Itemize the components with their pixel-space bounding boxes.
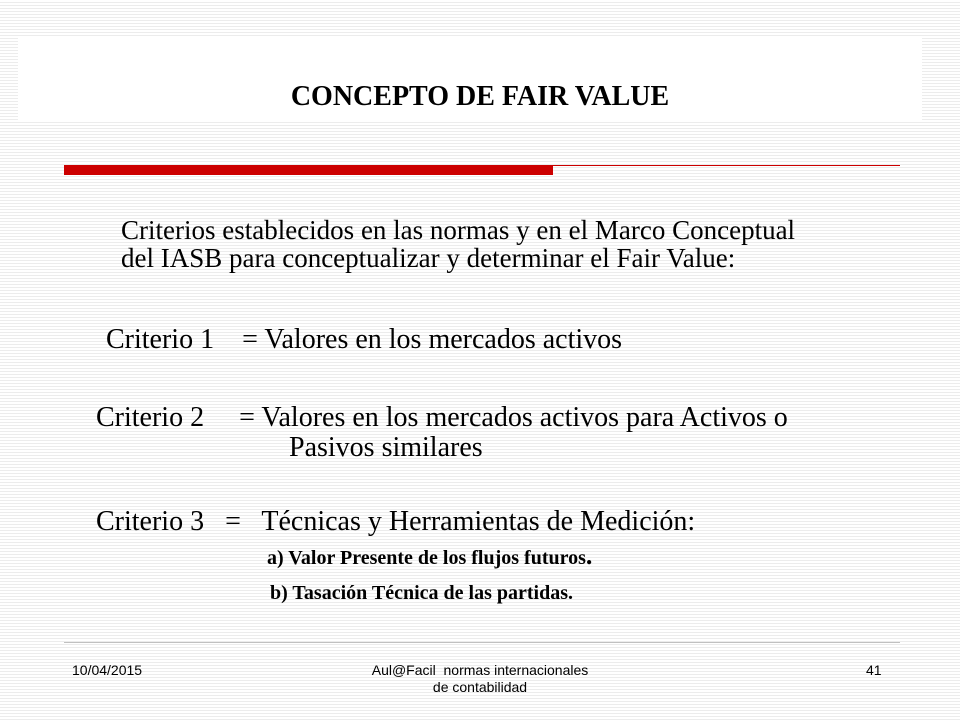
item-a-text: a) Valor Presente de los flujos futuros xyxy=(267,547,586,569)
criterio-3: Criterio 3 = Técnicas y Herramientas de Medición: xyxy=(96,506,696,537)
title-underline-line xyxy=(553,165,900,166)
criterio-3-item-a xyxy=(267,541,593,570)
footer-course xyxy=(280,662,680,696)
footer-page-number: 41 xyxy=(866,662,882,678)
footer-course-line-1: Aul@Facil normas internacionales xyxy=(371,662,589,678)
footer-date: 10/04/2015 xyxy=(72,662,143,678)
intro-line-1: Criterios establecidos en las normas y en el Marco Conceptual xyxy=(121,215,796,245)
intro-line-2: del IASB para conceptualizar y determinar el Fair Value: xyxy=(121,243,736,273)
intro-paragraph xyxy=(121,216,795,272)
slide-title: CONCEPTO DE FAIR VALUE xyxy=(290,81,670,112)
title-underline-bar xyxy=(64,165,553,175)
criterio-1: Criterio 1 = Valores en los mercados activos xyxy=(106,324,623,355)
footer-course-line-2: de contabilidad xyxy=(432,679,528,695)
criterio-2: Criterio 2 = Valores en los mercados activos para Activos o xyxy=(96,402,788,433)
footer-divider xyxy=(64,642,900,643)
item-a-period: . xyxy=(585,541,593,570)
criterio-3-item-b: b) Tasación Técnica de las partidas. xyxy=(270,582,574,604)
criterio-2-continuation: Pasivos similares xyxy=(289,432,483,463)
